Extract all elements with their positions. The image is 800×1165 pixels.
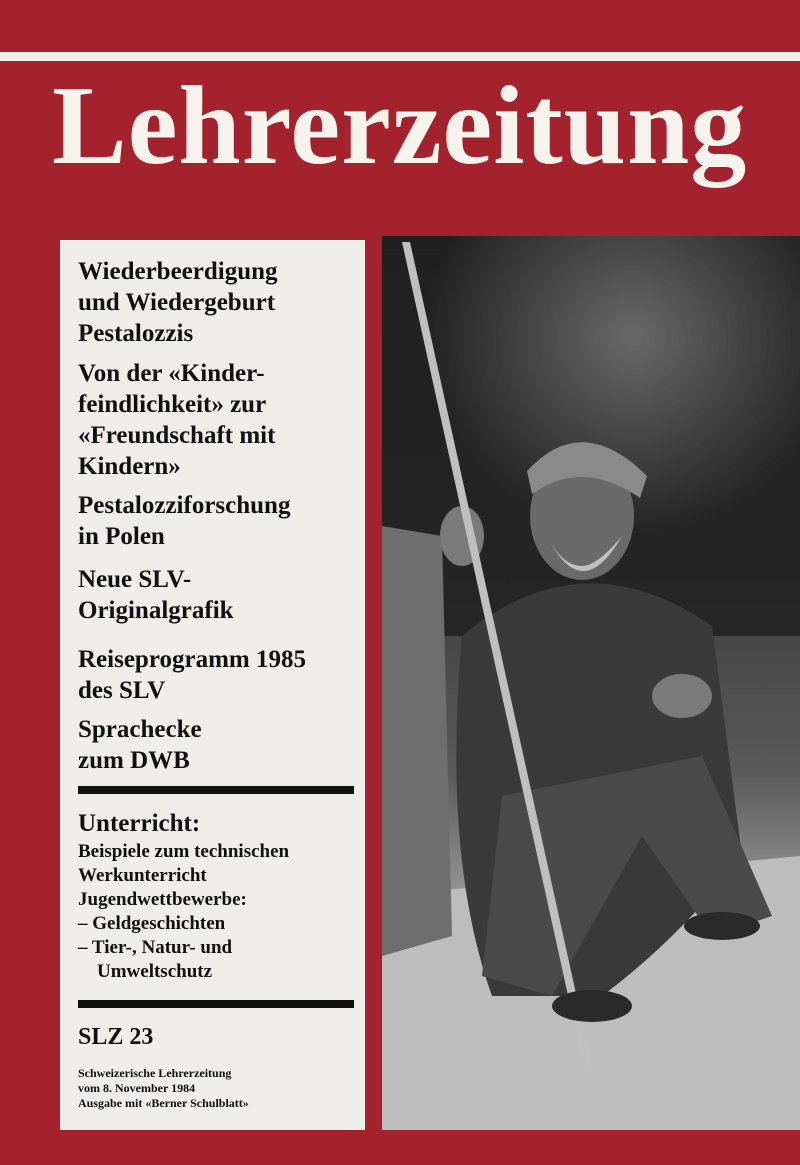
headline-line: feindlichkeit» zur (78, 391, 267, 418)
headline-line: in Polen (78, 523, 165, 550)
headline-line: und Wiedergeburt (78, 289, 276, 316)
headline-2 (78, 358, 358, 482)
divider-rule (78, 1000, 354, 1008)
headline-3 (78, 490, 358, 552)
section-topics (78, 840, 363, 984)
topic-item: Beispiele zum technischen (78, 841, 290, 862)
publication-line: vom 8. November 1984 (78, 1081, 196, 1095)
headline-line: Pestalozziforschung (78, 492, 291, 519)
topic-item: – Geldgeschichten (78, 913, 226, 934)
headline-line: Pestalozzis (78, 320, 194, 347)
publication-info (78, 1066, 363, 1111)
contents-panel (60, 240, 365, 1130)
headline-line: «Freundschaft mit (78, 422, 276, 449)
cover-photo (382, 236, 800, 1130)
headline-5 (78, 644, 358, 706)
issue-number: SLZ 23 (78, 1024, 154, 1050)
topic-item: Umweltschutz (78, 961, 213, 982)
top-rule (0, 52, 800, 61)
headline-6 (78, 714, 358, 776)
headline-line: Wiederbeerdigung (78, 258, 278, 285)
headline-line: Originalgrafik (78, 597, 234, 624)
section-title: Unterricht: (78, 810, 201, 837)
headline-line: Sprachecke (78, 716, 202, 743)
topic-item: Werkunterricht (78, 865, 207, 886)
headline-line: des SLV (78, 677, 166, 704)
publication-line: Schweizerische Lehrerzeitung (78, 1066, 232, 1080)
cover-photo-image (382, 236, 800, 1130)
headline-line: Neue SLV- (78, 566, 192, 593)
topic-item: – Tier-, Natur- und (78, 937, 233, 958)
headline-4 (78, 564, 358, 626)
headline-line: zum DWB (78, 747, 190, 774)
masthead-title: Lehrerzeitung (52, 64, 748, 188)
headline-line: Kindern» (78, 453, 181, 480)
divider-rule (78, 786, 354, 794)
topic-item: Jugendwettbewerbe: (78, 889, 247, 910)
headline-1 (78, 256, 358, 349)
headline-line: Reiseprogramm 1985 (78, 646, 306, 673)
headline-line: Von der «Kinder- (78, 360, 265, 387)
publication-line: Ausgabe mit «Berner Schulblatt» (78, 1096, 249, 1110)
